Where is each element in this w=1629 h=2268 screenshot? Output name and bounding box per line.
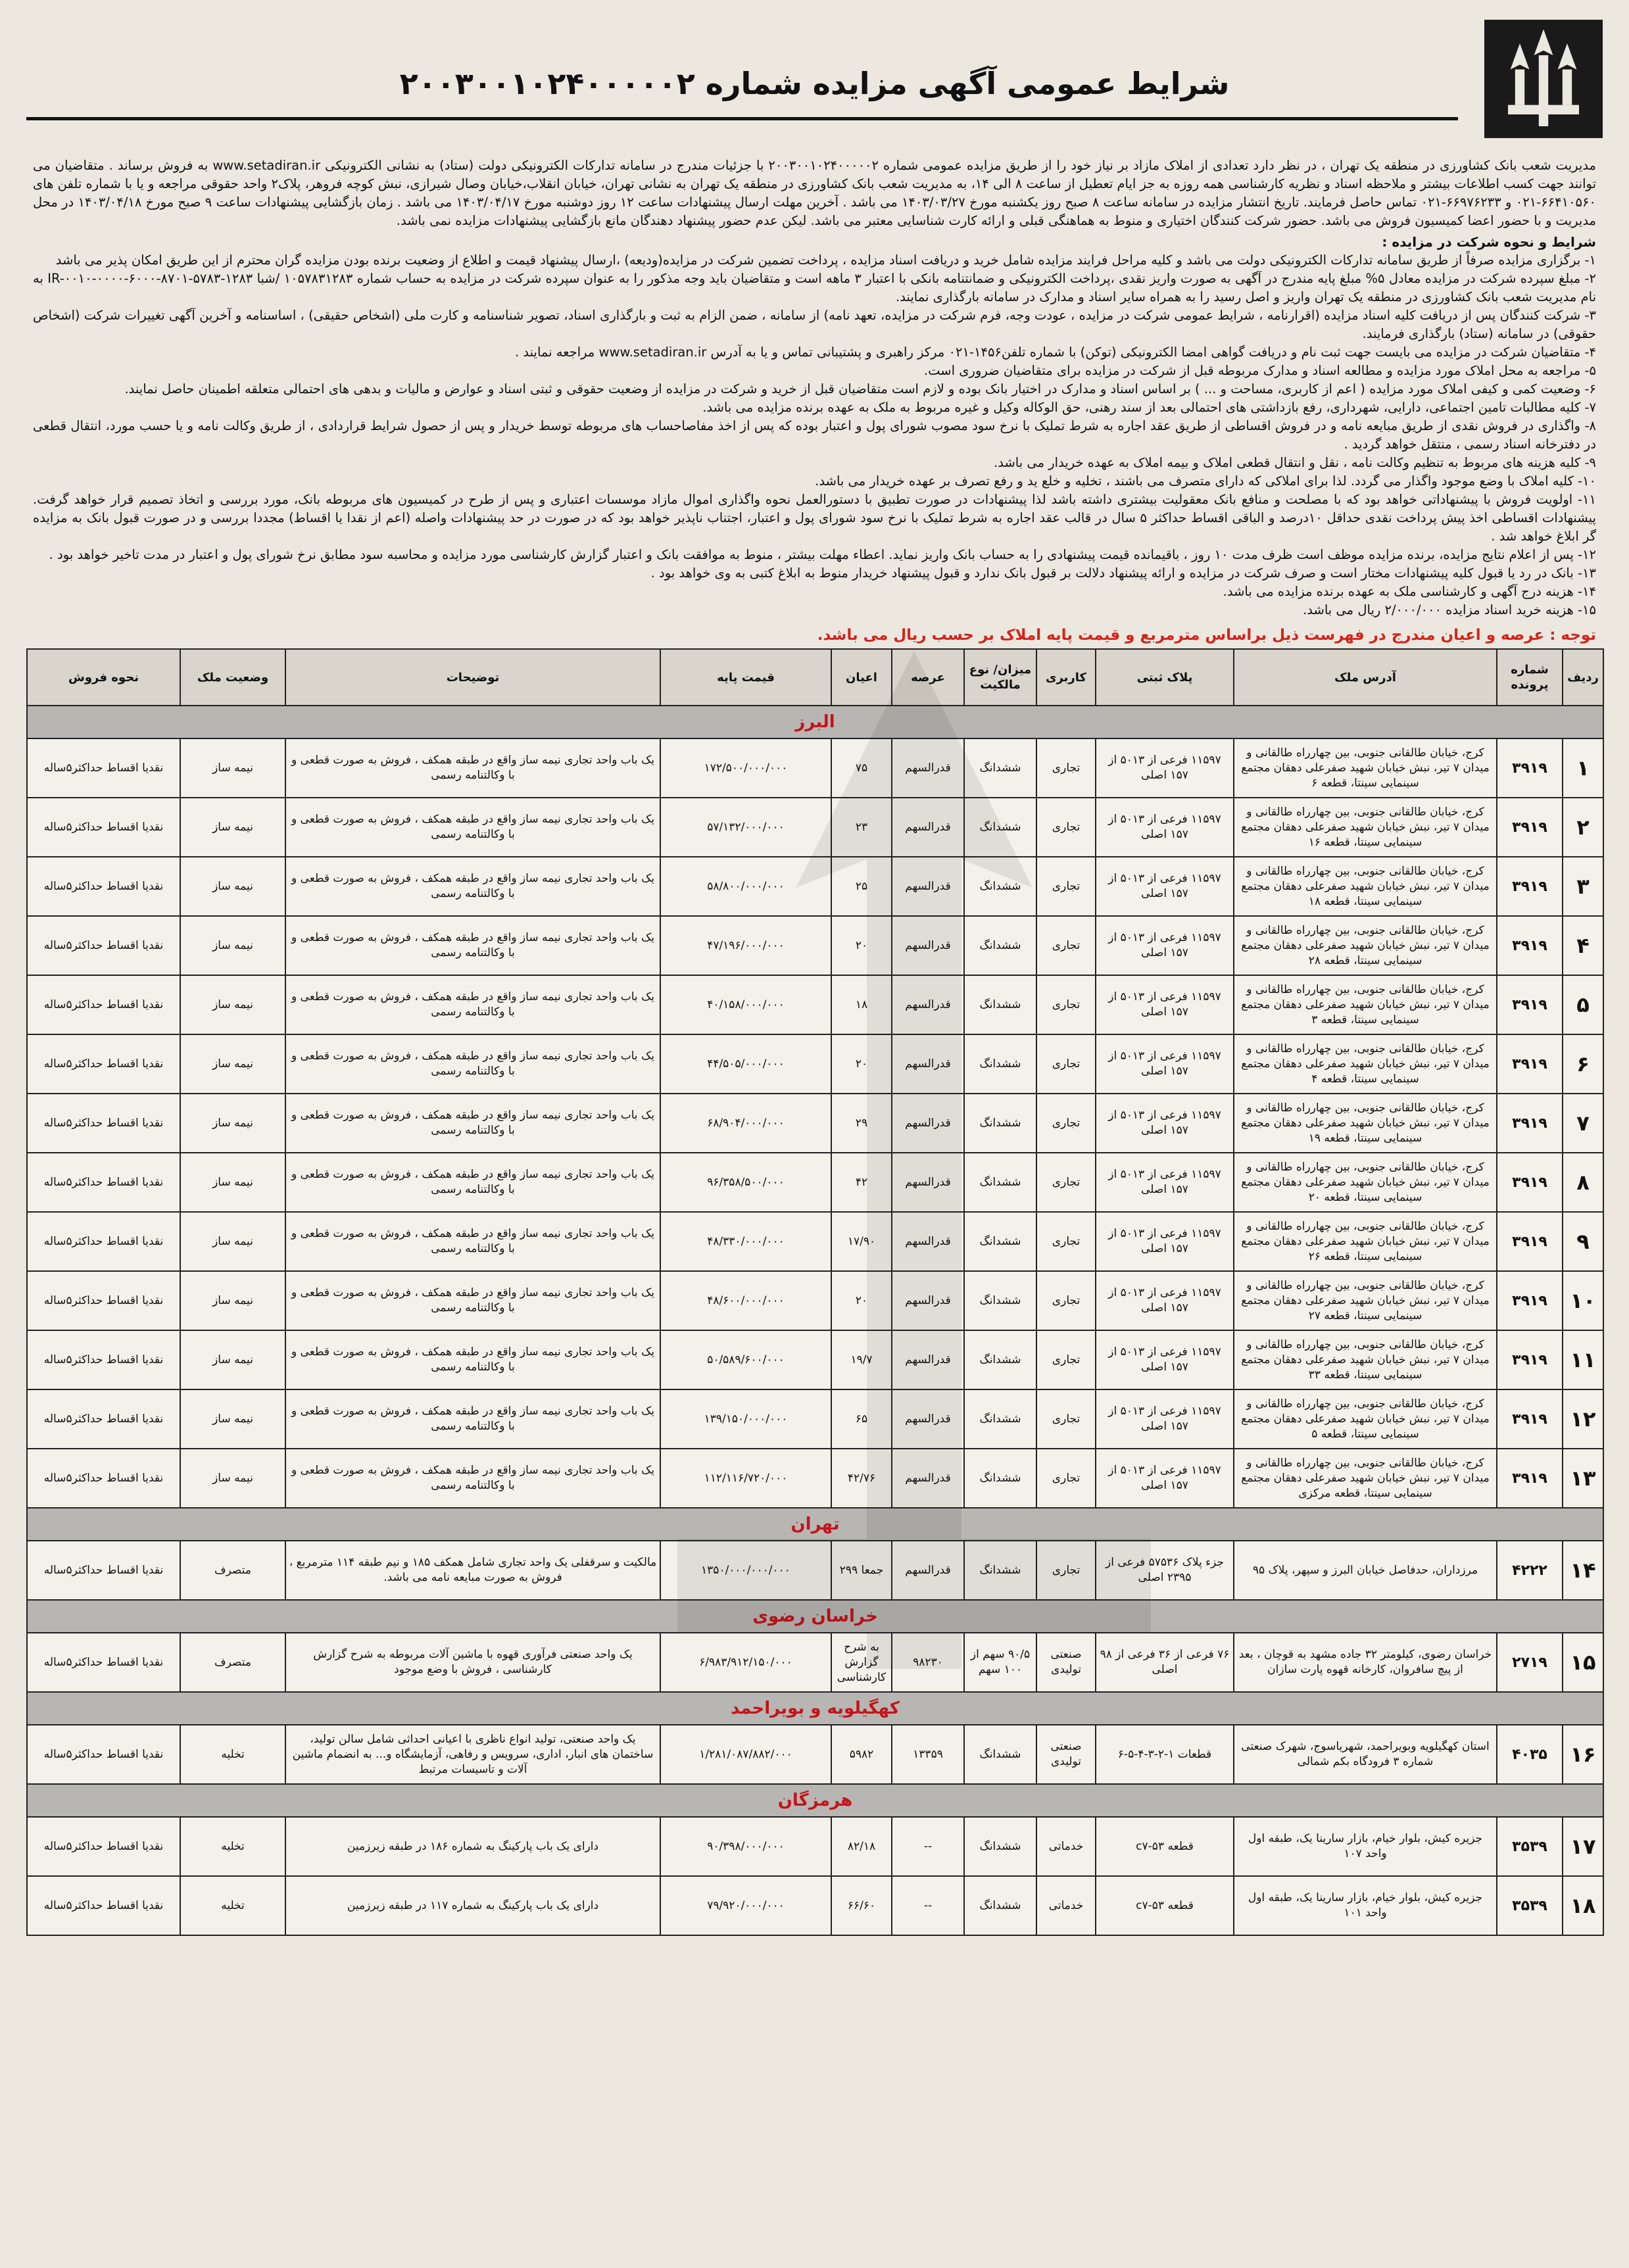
row-number: ۴ xyxy=(1563,916,1603,975)
row-number: ۵ xyxy=(1563,975,1603,1034)
property-status: نیمه ساز xyxy=(180,1389,285,1449)
property-usage: تجاری xyxy=(1036,738,1096,798)
building-area: ۲۰ xyxy=(831,1034,892,1094)
building-area: ۶۵ xyxy=(831,1389,892,1449)
base-price: ۱۷۲/۵۰۰/۰۰۰/۰۰۰ xyxy=(660,738,831,798)
building-area: ۲۳ xyxy=(831,798,892,857)
row-number: ۱۳ xyxy=(1563,1449,1603,1508)
property-usage: خدماتی xyxy=(1036,1876,1096,1935)
region-name: کهگیلویه و بویراحمد xyxy=(27,1692,1603,1725)
ownership-share: ششدانگ xyxy=(964,1876,1036,1935)
base-price: ۴۴/۵۰۵/۰۰۰/۰۰۰ xyxy=(660,1034,831,1094)
table-header-row xyxy=(27,649,1603,706)
region-row xyxy=(27,1600,1603,1633)
property-address: مرزداران، حدفاصل خیابان البرز و سپهر، پلاک ۹۵ xyxy=(1234,1541,1497,1600)
bank-keshavarzi-logo-icon xyxy=(1484,20,1603,138)
land-area: قدرالسهم xyxy=(892,1153,964,1212)
property-address: کرج، خیابان طالقانی جنوبی، بین چهارراه طالقانی و میدان ۷ تیر، نبش خیابان شهید صفرعلی دهقان مجتمع سینمایی سینتا، قطعه ۱۹ xyxy=(1234,1094,1497,1153)
file-number: ۳۹۱۹ xyxy=(1497,1094,1563,1153)
ownership-share: ۹۰/۵ سهم از ۱۰۰ سهم xyxy=(964,1633,1036,1692)
building-area: ۵۹۸۲ xyxy=(831,1725,892,1784)
registration-plaque: قطعات ۱-۲-۳-۴-۵-۶ xyxy=(1096,1725,1234,1784)
row-number: ۱۲ xyxy=(1563,1389,1603,1449)
row-number: ۶ xyxy=(1563,1034,1603,1094)
registration-plaque: ۱۱۵۹۷ فرعی از ۵۰۱۳ از ۱۵۷ اصلی xyxy=(1096,857,1234,916)
table-row xyxy=(27,738,1603,798)
building-area: ۱۹/۷ xyxy=(831,1330,892,1389)
registration-plaque: ۱۱۵۹۷ فرعی از ۵۰۱۳ از ۱۵۷ اصلی xyxy=(1096,798,1234,857)
condition-item: ۹- کلیه هزینه های مربوط به تنظیم وکالت نامه ، نقل و انتقال قطعی املاک و بیمه املاک به عهده خریدار می باشد. xyxy=(994,455,1596,470)
table-row xyxy=(27,1633,1603,1692)
land-area: قدرالسهم xyxy=(892,738,964,798)
base-price: ۶/۹۸۳/۹۱۲/۱۵۰/۰۰۰ xyxy=(660,1633,831,1692)
land-area: -- xyxy=(892,1817,964,1876)
col-file: شماره پرونده xyxy=(1497,649,1563,706)
registration-plaque: ۱۱۵۹۷ فرعی از ۵۰۱۳ از ۱۵۷ اصلی xyxy=(1096,1271,1234,1330)
table-row xyxy=(27,1876,1603,1935)
base-price: ۱۳۹/۱۵۰/۰۰۰/۰۰۰ xyxy=(660,1389,831,1449)
file-number: ۳۹۱۹ xyxy=(1497,1271,1563,1330)
file-number: ۳۹۱۹ xyxy=(1497,1389,1563,1449)
condition-item: ۳- شرکت کنندگان پس از دریافت کلیه اسناد مزایده (اقرارنامه ، شرایط عمومی شرکت در مزایده ، عودت وجه، فرم شرکت در مزایده، تعهد نامه) از سامانه ، ضمن الزام به ثبت و بارگذاری اسناد، تصویر شناسنامه و کارت ملی (اشخاص حقیقی) ، اساسنامه و آخرین آگهی تغییرات شرکت (اشخاص حقوقی) در سامانه (ستاد) بارگذاری فرمایند. xyxy=(33,308,1596,341)
property-description: یک باب واحد تجاری نیمه ساز واقع در طبقه همکف ، فروش به صورت قطعی و با وکالتنامه رسمی xyxy=(285,1271,660,1330)
table-row xyxy=(27,1153,1603,1212)
property-description: یک باب واحد تجاری نیمه ساز واقع در طبقه همکف ، فروش به صورت قطعی و با وکالتنامه رسمی xyxy=(285,1153,660,1212)
table-row xyxy=(27,1449,1603,1508)
ownership-share: ششدانگ xyxy=(964,1725,1036,1784)
table-row xyxy=(27,1389,1603,1449)
base-price: ۵۰/۵۸۹/۶۰۰/۰۰۰ xyxy=(660,1330,831,1389)
property-description: یک باب واحد تجاری نیمه ساز واقع در طبقه همکف ، فروش به صورت قطعی و با وکالتنامه رسمی xyxy=(285,975,660,1034)
land-area: قدرالسهم xyxy=(892,1330,964,1389)
row-number: ۱۶ xyxy=(1563,1725,1603,1784)
registration-plaque: قطعه ۵۳-c۷ xyxy=(1096,1876,1234,1935)
table-row xyxy=(27,1541,1603,1600)
ownership-share: ششدانگ xyxy=(964,1330,1036,1389)
ownership-share: ششدانگ xyxy=(964,1817,1036,1876)
row-number: ۲ xyxy=(1563,798,1603,857)
building-area: به شرح گزارش کارشناسی xyxy=(831,1633,892,1692)
condition-item: ۴- متقاضیان شرکت در مزایده می بایست جهت ثبت نام و دریافت گواهی امضا الکترونیکی (توکن) با شماره تلفن۱۴۵۶-۰۲۱ مرکز راهبری و پشتیبانی تماس و یا به آدرس www.setadiran.ir مراجعه نمایند . xyxy=(515,345,1596,360)
land-area: قدرالسهم xyxy=(892,1541,964,1600)
property-description: یک واحد صنعتی، تولید انواع ناظری با اعیانی احداثی شامل سالن تولید، ساختمان های انبار، اداری، سرویس و رفاهی، آزمایشگاه و... به انضمام ماشین آلات و تاسیسات مرتبط xyxy=(285,1725,660,1784)
notice-header xyxy=(26,20,1603,138)
col-building: اعیان xyxy=(831,649,892,706)
property-status: نیمه ساز xyxy=(180,738,285,798)
sale-method: نقدیا اقساط حداکثر۵ساله xyxy=(27,1541,180,1600)
condition-item: ۱- برگزاری مزایده صرفاً از طریق سامانه تدارکات الکترونیکی دولت می باشد و کلیه مراحل فرایند مزایده شامل خرید و دریافت اسناد مزایده ، پرداخت تضمین شرکت در مزایده(ودیعه) ،ارسال پیشنهاد قیمت و اطلاع از وضعیت برنده بودن مزایده گران محترم از این طریق امکان پذیر می باشد xyxy=(55,253,1596,268)
file-number: ۳۹۱۹ xyxy=(1497,798,1563,857)
property-description: یک باب واحد تجاری نیمه ساز واقع در طبقه همکف ، فروش به صورت قطعی و با وکالتنامه رسمی xyxy=(285,738,660,798)
col-address: آدرس ملک xyxy=(1234,649,1497,706)
property-description: دارای یک باب پارکینگ به شماره ۱۱۷ در طبقه زیرزمین xyxy=(285,1876,660,1935)
registration-plaque: ۱۱۵۹۷ فرعی از ۵۰۱۳ از ۱۵۷ اصلی xyxy=(1096,1034,1234,1094)
ownership-share: ششدانگ xyxy=(964,857,1036,916)
property-status: تخلیه xyxy=(180,1725,285,1784)
sale-method: نقدیا اقساط حداکثر۵ساله xyxy=(27,975,180,1034)
registration-plaque: ۷۶ فرعی از ۳۶ فرعی از ۹۸ اصلی xyxy=(1096,1633,1234,1692)
file-number: ۲۷۱۹ xyxy=(1497,1633,1563,1692)
ownership-share: ششدانگ xyxy=(964,1541,1036,1600)
ownership-share: ششدانگ xyxy=(964,1389,1036,1449)
property-status: متصرف xyxy=(180,1633,285,1692)
table-row xyxy=(27,798,1603,857)
ownership-share: ششدانگ xyxy=(964,1449,1036,1508)
table-row xyxy=(27,1817,1603,1876)
property-status: تخلیه xyxy=(180,1876,285,1935)
sale-method: نقدیا اقساط حداکثر۵ساله xyxy=(27,798,180,857)
table-row xyxy=(27,1271,1603,1330)
base-price: ۴۷/۱۹۶/۰۰۰/۰۰۰ xyxy=(660,916,831,975)
notice-title: شرایط عمومی آگهی مزایده شماره ۲۰۰۳۰۰۱۰۲۴۰۰۰۰۰۲ xyxy=(399,66,1230,101)
col-land: عرصه xyxy=(892,649,964,706)
property-description: یک باب واحد تجاری نیمه ساز واقع در طبقه همکف ، فروش به صورت قطعی و با وکالتنامه رسمی xyxy=(285,798,660,857)
registration-plaque: ۱۱۵۹۷ فرعی از ۵۰۱۳ از ۱۵۷ اصلی xyxy=(1096,738,1234,798)
col-ownership: میزان/ نوع مالکیت xyxy=(964,649,1036,706)
property-address: کرج، خیابان طالقانی جنوبی، بین چهارراه طالقانی و میدان ۷ تیر، نبش خیابان شهید صفرعلی دهقان مجتمع سینمایی سینتا، قطعه ۱۶ xyxy=(1234,798,1497,857)
property-address: کرج، خیابان طالقانی جنوبی، بین چهارراه طالقانی و میدان ۷ تیر، نبش خیابان شهید صفرعلی دهقان مجتمع سینمایی سینتا، قطعه ۲۸ xyxy=(1234,916,1497,975)
property-address: کرج، خیابان طالقانی جنوبی، بین چهارراه طالقانی و میدان ۷ تیر، نبش خیابان شهید صفرعلی دهقان مجتمع سینمایی سینتا، قطعه ۲۰ xyxy=(1234,1153,1497,1212)
property-status: نیمه ساز xyxy=(180,975,285,1034)
row-number: ۸ xyxy=(1563,1153,1603,1212)
building-area: ۱۸ xyxy=(831,975,892,1034)
col-row: ردیف xyxy=(1563,649,1603,706)
col-description: توضیحات xyxy=(285,649,660,706)
registration-plaque: قطعه ۵۳-c۷ xyxy=(1096,1817,1234,1876)
row-number: ۱۵ xyxy=(1563,1633,1603,1692)
property-usage: تجاری xyxy=(1036,857,1096,916)
property-status: نیمه ساز xyxy=(180,1449,285,1508)
sale-method: نقدیا اقساط حداکثر۵ساله xyxy=(27,1389,180,1449)
region-name: خراسان رضوی xyxy=(27,1600,1603,1633)
ownership-share: ششدانگ xyxy=(964,1034,1036,1094)
building-area: ۲۵ xyxy=(831,857,892,916)
property-description: یک باب واحد تجاری نیمه ساز واقع در طبقه همکف ، فروش به صورت قطعی و با وکالتنامه رسمی xyxy=(285,1034,660,1094)
file-number: ۳۹۱۹ xyxy=(1497,1212,1563,1271)
property-usage: صنعتی تولیدی xyxy=(1036,1725,1096,1784)
row-number: ۹ xyxy=(1563,1212,1603,1271)
ownership-share: ششدانگ xyxy=(964,1153,1036,1212)
col-usage: کاربری xyxy=(1036,649,1096,706)
land-area: قدرالسهم xyxy=(892,975,964,1034)
condition-item: ۱۰- کلیه املاک با وضع موجود واگذار می گردد. لذا برای املاکی که دارای متصرف می باشند ، تخلیه و خلع ید و رفع تصرف بر عهده خریدار می باشد. xyxy=(815,473,1596,489)
property-address: کرج، خیابان طالقانی جنوبی، بین چهارراه طالقانی و میدان ۷ تیر، نبش خیابان شهید صفرعلی دهقان مجتمع سینمایی سینتا، قطعه ۲۶ xyxy=(1234,1212,1497,1271)
property-status: نیمه ساز xyxy=(180,1271,285,1330)
region-name: تهران xyxy=(27,1508,1603,1541)
base-price: ۴۸/۶۰۰/۰۰۰/۰۰۰ xyxy=(660,1271,831,1330)
region-name: البرز xyxy=(27,706,1603,738)
base-price: ۴۸/۳۳۰/۰۰۰/۰۰۰ xyxy=(660,1212,831,1271)
land-area: ۹۸۲۳۰ xyxy=(892,1633,964,1692)
sale-method: نقدیا اقساط حداکثر۵ساله xyxy=(27,857,180,916)
building-area: ۱۷/۹۰ xyxy=(831,1212,892,1271)
file-number: ۴۲۲۲ xyxy=(1497,1541,1563,1600)
file-number: ۳۵۳۹ xyxy=(1497,1876,1563,1935)
base-price: ۶۸/۹۰۴/۰۰۰/۰۰۰ xyxy=(660,1094,831,1153)
property-status: تخلیه xyxy=(180,1817,285,1876)
property-address: خراسان رضوی، کیلومتر ۳۲ جاده مشهد به قوچان ، بعد از پیچ سافروان، کارخانه قهوه پارت سازان xyxy=(1234,1633,1497,1692)
property-description: مالکیت و سرقفلی یک واحد تجاری شامل همکف ۱۸۵ و نیم طبقه ۱۱۴ مترمربع ، فروش به صورت مبایعه نامه می باشد. xyxy=(285,1541,660,1600)
property-usage: تجاری xyxy=(1036,1271,1096,1330)
sale-method: نقدیا اقساط حداکثر۵ساله xyxy=(27,1271,180,1330)
condition-item: ۶- وضعیت کمی و کیفی املاک مورد مزایده ( اعم از کاربری، مساحت و ... ) بر اساس اسناد و مدارک در اختیار بانک بوده و لازم است متقاضیان قبل از خرید و شرکت در مزایده از وضعیت حقوقی و ثبتی اسناد و عوارض و مالیات و بدهی های احتمالی متعلقه اطمینان حاصل نمایند. xyxy=(124,381,1596,397)
col-plaque: پلاک ثبتی xyxy=(1096,649,1234,706)
table-row xyxy=(27,1725,1603,1784)
condition-item: ۱۴- هزینه درج آگهی و کارشناسی ملک به عهده برنده مزایده می باشد. xyxy=(1223,584,1596,599)
file-number: ۳۹۱۹ xyxy=(1497,738,1563,798)
property-usage: تجاری xyxy=(1036,916,1096,975)
sale-method: نقدیا اقساط حداکثر۵ساله xyxy=(27,1034,180,1094)
file-number: ۳۹۱۹ xyxy=(1497,1034,1563,1094)
building-area: ۲۰ xyxy=(831,916,892,975)
property-address: کرج، خیابان طالقانی جنوبی، بین چهارراه طالقانی و میدان ۷ تیر، نبش خیابان شهید صفرعلی دهقان مجتمع سینمایی سینتا، قطعه ۳۳ xyxy=(1234,1330,1497,1389)
sale-method: نقدیا اقساط حداکثر۵ساله xyxy=(27,1876,180,1935)
property-usage: تجاری xyxy=(1036,798,1096,857)
property-status: نیمه ساز xyxy=(180,1094,285,1153)
registration-plaque: ۱۱۵۹۷ فرعی از ۵۰۱۳ از ۱۵۷ اصلی xyxy=(1096,1389,1234,1449)
table-row xyxy=(27,916,1603,975)
base-price: ۷۹/۹۲۰/۰۰۰/۰۰۰ xyxy=(660,1876,831,1935)
conditions-heading: شرایط و نحوه شرکت در مزایده : xyxy=(1382,234,1596,250)
condition-item: ۱۲- پس از اعلام نتایج مزایده، برنده مزایده موظف است ظرف مدت ۱۰ روز ، باقیمانده قیمت پیشنهادی را به حساب بانک واریز نماید. اعطاء مهلت بیشتر ، منوط به موافقت بانک و اعتبار گزارش کارشناسی مورد مزایده و محاسبه سود مطابق نرخ شورای پول و اعتبار در مدت تاخیر خواهد بود . xyxy=(49,547,1596,562)
property-status: نیمه ساز xyxy=(180,798,285,857)
sale-method: نقدیا اقساط حداکثر۵ساله xyxy=(27,1633,180,1692)
sale-method: نقدیا اقساط حداکثر۵ساله xyxy=(27,1817,180,1876)
registration-plaque: ۱۱۵۹۷ فرعی از ۵۰۱۳ از ۱۵۷ اصلی xyxy=(1096,1094,1234,1153)
file-number: ۳۹۱۹ xyxy=(1497,857,1563,916)
property-usage: تجاری xyxy=(1036,1034,1096,1094)
file-number: ۳۹۱۹ xyxy=(1497,916,1563,975)
sale-method: نقدیا اقساط حداکثر۵ساله xyxy=(27,1094,180,1153)
property-description: یک باب واحد تجاری نیمه ساز واقع در طبقه همکف ، فروش به صورت قطعی و با وکالتنامه رسمی xyxy=(285,1212,660,1271)
property-description: یک باب واحد تجاری نیمه ساز واقع در طبقه همکف ، فروش به صورت قطعی و با وکالتنامه رسمی xyxy=(285,1449,660,1508)
building-area: ۴۲/۷۶ xyxy=(831,1449,892,1508)
table-row xyxy=(27,975,1603,1034)
ownership-share: ششدانگ xyxy=(964,975,1036,1034)
property-address: کرج، خیابان طالقانی جنوبی، بین چهارراه طالقانی و میدان ۷ تیر، نبش خیابان شهید صفرعلی دهقان مجتمع سینمایی سینتا، قطعه ۵ xyxy=(1234,1389,1497,1449)
intro-paragraph: مدیریت شعب بانک کشاورزی در منطقه یک تهران ، در نظر دارد تعدادی از املاک مازاد بر نیاز خود را از طریق مزایده عمومی شماره ۲۰۰۳۰۰۱۰۲۴۰۰۰۰۰۲ با جزئیات مندرج در سامانه تدارکات الکترونیکی دولت (ستاد) به نشانی الکترونیکی www.setadiran.ir به فروش برساند . متقاضیان می توانند جهت کسب اطلاعات بیشتر و ملاحظه اسناد و نظریه کارشناسی همه روزه به جز ایام تعطیل از ساعت ۸ الی ۱۴، به مدیریت شعب بانک کشاورزی در منطقه یک تهران به نشانی تهران، خیابان انقلاب،خیابان وصال شیرازی، نبش کوچه فروهر، پلاک۲ واحد حقوقی مراجعه و یا با شماره تلفن های ۶۶۴۱۰۵۶۰-۰۲۱ و ۶۶۹۷۶۲۳۳-۰۲۱ تماس حاصل فرمایند. تاریخ انتشار مزایده در سامانه ساعت ۸ صبح روز یکشنبه مورخ ۱۴۰۳/۰۳/۲۷ می باشد . آخرین مهلت ارسال پیشنهادات ساعت ۱۲ روز دوشنبه مورخ ۱۴۰۳/۰۴/۱۷ می باشد . زمان بازگشایی پیشنهادات ساعت ۹ صبح مورخ ۱۴۰۳/۰۴/۱۸ در محل مدیریت و با حضور اعضا کمیسیون فروش می باشد. حضور شرکت کنندگان اختیاری و منوط به هماهنگی قبلی و ارائه کارت شناسایی معتبر می باشد. لیکن عدم حضور پیشنهاد دهندگان مانع بازگشایی پیشنهادات مزایده نمی باشد. xyxy=(33,158,1596,228)
ownership-share: ششدانگ xyxy=(964,1271,1036,1330)
registration-plaque: ۱۱۵۹۷ فرعی از ۵۰۱۳ از ۱۵۷ اصلی xyxy=(1096,1449,1234,1508)
ownership-share: ششدانگ xyxy=(964,916,1036,975)
sale-method: نقدیا اقساط حداکثر۵ساله xyxy=(27,1449,180,1508)
region-row xyxy=(27,706,1603,738)
col-sale: نحوه فروش xyxy=(27,649,180,706)
ownership-share: ششدانگ xyxy=(964,738,1036,798)
building-area: ۴۲ xyxy=(831,1153,892,1212)
property-usage: تجاری xyxy=(1036,1330,1096,1389)
property-usage: تجاری xyxy=(1036,1153,1096,1212)
property-usage: صنعتی تولیدی xyxy=(1036,1633,1096,1692)
building-area: جمعا ۲۹۹ xyxy=(831,1541,892,1600)
property-status: نیمه ساز xyxy=(180,857,285,916)
row-number: ۷ xyxy=(1563,1094,1603,1153)
row-number: ۳ xyxy=(1563,857,1603,916)
property-description: دارای یک باب پارکینگ به شماره ۱۸۶ در طبقه زیرزمین xyxy=(285,1817,660,1876)
file-number: ۳۹۱۹ xyxy=(1497,975,1563,1034)
file-number: ۴۰۳۵ xyxy=(1497,1725,1563,1784)
property-description: یک واحد صنعتی فرآوری قهوه با ماشین آلات مربوطه به شرح گزارش کارشناسی ، فروش با وضع موجود xyxy=(285,1633,660,1692)
property-usage: تجاری xyxy=(1036,1541,1096,1600)
condition-item: ۷- کلیه مطالبات تامین اجتماعی، دارایی، شهرداری، رفع بازداشتی های احتمالی بعد از سند رهنی، حق الوکاله وکیل و غیره مربوط به ملک به عهده برنده مزایده می باشد. xyxy=(702,400,1596,415)
registration-plaque: ۱۱۵۹۷ فرعی از ۵۰۱۳ از ۱۵۷ اصلی xyxy=(1096,1153,1234,1212)
land-area: قدرالسهم xyxy=(892,1034,964,1094)
sale-method: نقدیا اقساط حداکثر۵ساله xyxy=(27,1212,180,1271)
property-description: یک باب واحد تجاری نیمه ساز واقع در طبقه همکف ، فروش به صورت قطعی و با وکالتنامه رسمی xyxy=(285,1330,660,1389)
land-area: قدرالسهم xyxy=(892,1094,964,1153)
row-number: ۱ xyxy=(1563,738,1603,798)
land-area: قدرالسهم xyxy=(892,1212,964,1271)
base-price: ۱۱۲/۱۱۶/۷۲۰/۰۰۰ xyxy=(660,1449,831,1508)
property-address: کرج، خیابان طالقانی جنوبی، بین چهارراه طالقانی و میدان ۷ تیر، نبش خیابان شهید صفرعلی دهقان مجتمع سینمایی سینتا، قطعه ۱۸ xyxy=(1234,857,1497,916)
table-note: توجه : عرصه و اعیان مندرج در فهرست ذیل براساس مترمربع و قیمت پایه املاک بر حسب ریال می باشد. xyxy=(817,627,1596,644)
sale-method: نقدیا اقساط حداکثر۵ساله xyxy=(27,1330,180,1389)
property-status: نیمه ساز xyxy=(180,1212,285,1271)
land-area: ۱۳۳۵۹ xyxy=(892,1725,964,1784)
registration-plaque: ۱۱۵۹۷ فرعی از ۵۰۱۳ از ۱۵۷ اصلی xyxy=(1096,975,1234,1034)
base-price: ۱/۲۸۱/۰۸۷/۸۸۲/۰۰۰ xyxy=(660,1725,831,1784)
property-address: کرج، خیابان طالقانی جنوبی، بین چهارراه طالقانی و میدان ۷ تیر، نبش خیابان شهید صفرعلی دهقان مجتمع سینمایی سینتا، قطعه ۴ xyxy=(1234,1034,1497,1094)
row-number: ۱۸ xyxy=(1563,1876,1603,1935)
land-area: قدرالسهم xyxy=(892,916,964,975)
ownership-share: ششدانگ xyxy=(964,798,1036,857)
land-area: -- xyxy=(892,1876,964,1935)
building-area: ۲۹ xyxy=(831,1094,892,1153)
land-area: قدرالسهم xyxy=(892,1449,964,1508)
sale-method: نقدیا اقساط حداکثر۵ساله xyxy=(27,916,180,975)
condition-item: ۱۵- هزینه خرید اسناد مزایده ۲/۰۰۰/۰۰۰ ریال می باشد. xyxy=(1303,602,1596,617)
ownership-share: ششدانگ xyxy=(964,1212,1036,1271)
building-area: ۶۶/۶۰ xyxy=(831,1876,892,1935)
base-price: ۹۶/۳۵۸/۵۰۰/۰۰۰ xyxy=(660,1153,831,1212)
property-address: کرج، خیابان طالقانی جنوبی، بین چهارراه طالقانی و میدان ۷ تیر، نبش خیابان شهید صفرعلی دهقان مجتمع سینمایی سینتا، قطعه ۳ xyxy=(1234,975,1497,1034)
land-area: قدرالسهم xyxy=(892,798,964,857)
property-address: جزیره کیش، بلوار خیام، بازار سارینا یک، طبقه اول واحد ۱۰۱ xyxy=(1234,1876,1497,1935)
registration-plaque: ۱۱۵۹۷ فرعی از ۵۰۱۳ از ۱۵۷ اصلی xyxy=(1096,916,1234,975)
table-body xyxy=(27,706,1603,1935)
col-status: وضعیت ملک xyxy=(180,649,285,706)
land-area: قدرالسهم xyxy=(892,857,964,916)
region-name: هرمزگان xyxy=(27,1784,1603,1817)
base-price: ۵۸/۸۰۰/۰۰۰/۰۰۰ xyxy=(660,857,831,916)
conditions-list xyxy=(26,251,1603,619)
condition-item: ۱۳- بانک در رد یا قبول کلیه پیشنهادات مختار است و صرف شرکت در مزایده و ارائه پیشنهاد دلالت بر قبول بانک ندارد و قبول پیشنهاد خریدار منوط به ابلاغ کتبی به وی خواهد بود . xyxy=(650,566,1596,581)
condition-item: ۸- واگذاری در فروش نقدی از طریق مبایعه نامه و در فروش اقساطی از طریق عقد اجاره به شرط تملیک با نرخ سود مصوب شورای پول و اعتبار بوده که پس از اخذ مفاصاحساب های مربوطه توسط خریدار و پس از حصول شرایط قراردادی ، از طریق وکالت نامه و یا حسب مورد، انتقال قطعی در دفترخانه اسناد رسمی ، منتقل خواهد گردید . xyxy=(33,418,1596,452)
property-status: نیمه ساز xyxy=(180,1153,285,1212)
base-price: ۱۳۵۰/۰۰۰/۰۰۰/۰۰۰ xyxy=(660,1541,831,1600)
property-status: نیمه ساز xyxy=(180,1330,285,1389)
property-status: نیمه ساز xyxy=(180,916,285,975)
file-number: ۳۹۱۹ xyxy=(1497,1153,1563,1212)
property-usage: تجاری xyxy=(1036,975,1096,1034)
row-number: ۱۱ xyxy=(1563,1330,1603,1389)
property-usage: تجاری xyxy=(1036,1449,1096,1508)
property-usage: تجاری xyxy=(1036,1389,1096,1449)
row-number: ۱۴ xyxy=(1563,1541,1603,1600)
property-status: نیمه ساز xyxy=(180,1034,285,1094)
sale-method: نقدیا اقساط حداکثر۵ساله xyxy=(27,1153,180,1212)
property-description: یک باب واحد تجاری نیمه ساز واقع در طبقه همکف ، فروش به صورت قطعی و با وکالتنامه رسمی xyxy=(285,857,660,916)
table-row xyxy=(27,857,1603,916)
table-row xyxy=(27,1212,1603,1271)
file-number: ۳۵۳۹ xyxy=(1497,1817,1563,1876)
condition-item: ۵- مراجعه به محل املاک مورد مزایده و مطالعه اسناد و مدارک مربوطه قبل از شرکت در مزایده برای متقاضیان ضروری است. xyxy=(923,363,1596,378)
property-table xyxy=(26,648,1604,1936)
property-address: جزیره کیش، بلوار خیام، بازار سارینا یک، طبقه اول واحد ۱۰۷ xyxy=(1234,1817,1497,1876)
property-address: کرج، خیابان طالقانی جنوبی، بین چهارراه طالقانی و میدان ۷ تیر، نبش خیابان شهید صفرعلی دهقان مجتمع سینمایی سینتا، قطعه ۶ xyxy=(1234,738,1497,798)
file-number: ۳۹۱۹ xyxy=(1497,1330,1563,1389)
file-number: ۳۹۱۹ xyxy=(1497,1449,1563,1508)
land-area: قدرالسهم xyxy=(892,1389,964,1449)
row-number: ۱۰ xyxy=(1563,1271,1603,1330)
building-area: ۸۲/۱۸ xyxy=(831,1817,892,1876)
property-description: یک باب واحد تجاری نیمه ساز واقع در طبقه همکف ، فروش به صورت قطعی و با وکالتنامه رسمی xyxy=(285,1389,660,1449)
base-price: ۵۷/۱۳۲/۰۰۰/۰۰۰ xyxy=(660,798,831,857)
property-description: یک باب واحد تجاری نیمه ساز واقع در طبقه همکف ، فروش به صورت قطعی و با وکالتنامه رسمی xyxy=(285,1094,660,1153)
building-area: ۲۰ xyxy=(831,1271,892,1330)
base-price: ۹۰/۳۹۸/۰۰۰/۰۰۰ xyxy=(660,1817,831,1876)
condition-item: ۱۱- اولویت فروش با پیشنهاداتی خواهد بود که با مصلحت و منافع بانک معقولیت بیشتری داشته باشد لذا پیشنهادات در صورت تطبیق با دستورالعمل نحوه واگذاری اموال مازاد موسسات اعتباری و پس از طرح در کمیسیون های مربوطه بانک، مورد بررسی و اتخاذ تصمیم قرار خواهد گرفت. پیشنهادات اقساطی اخذ پیش پرداخت نقدی حداقل ۱۰درصد و الباقی اقساط حداکثر ۵ سال در قالب عقد اجاره به شرط تملیک با نرخ سود شورای پول و اعتبار، اجتناب ناپذیر خواهد بود که در صورت در حد پیشنهادات واصله (اعم از نقدا یا اقساط) مجددا بررسی و در صورت قبول بانک به مزایده گر ابلاغ خواهد شد . xyxy=(33,492,1596,544)
auction-notice xyxy=(26,20,1603,2252)
base-price: ۴۰/۱۵۸/۰۰۰/۰۰۰ xyxy=(660,975,831,1034)
property-address: کرج، خیابان طالقانی جنوبی، بین چهارراه طالقانی و میدان ۷ تیر، نبش خیابان شهید صفرعلی دهقان مجتمع سینمایی سینتا، قطعه مرکزی xyxy=(1234,1449,1497,1508)
region-row xyxy=(27,1784,1603,1817)
table-row xyxy=(27,1034,1603,1094)
property-usage: خدماتی xyxy=(1036,1817,1096,1876)
table-row xyxy=(27,1094,1603,1153)
registration-plaque: جزء پلاک ۵۷۵۳۶ فرعی از ۲۳۹۵ اصلی xyxy=(1096,1541,1234,1600)
property-address: استان کهگیلویه وبویراحمد، شهریاسوج، شهرک صنعتی شماره ۳ فرودگاه بکم شمالی xyxy=(1234,1725,1497,1784)
region-row xyxy=(27,1508,1603,1541)
table-row xyxy=(27,1330,1603,1389)
property-usage: تجاری xyxy=(1036,1094,1096,1153)
sale-method: نقدیا اقساط حداکثر۵ساله xyxy=(27,738,180,798)
property-usage: تجاری xyxy=(1036,1212,1096,1271)
row-number: ۱۷ xyxy=(1563,1817,1603,1876)
property-address: کرج، خیابان طالقانی جنوبی، بین چهارراه طالقانی و میدان ۷ تیر، نبش خیابان شهید صفرعلی دهقان مجتمع سینمایی سینتا، قطعه ۲۷ xyxy=(1234,1271,1497,1330)
registration-plaque: ۱۱۵۹۷ فرعی از ۵۰۱۳ از ۱۵۷ اصلی xyxy=(1096,1212,1234,1271)
property-status: متصرف xyxy=(180,1541,285,1600)
building-area: ۷۵ xyxy=(831,738,892,798)
title-underline xyxy=(26,117,1458,120)
registration-plaque: ۱۱۵۹۷ فرعی از ۵۰۱۳ از ۱۵۷ اصلی xyxy=(1096,1330,1234,1389)
condition-item: ۲- مبلغ سپرده شرکت در مزایده معادل ۵% مبلغ پایه مندرج در آگهی به صورت واریز نقدی ،پرداخت الکترونیکی و ضمانتنامه بانکی با اعتبار ۳ ماهه است و متقاضیان باید وجه مذکور را به عنوان سپرده شرکت در مزایده به حساب شماره ۱۰۵۷۸۳۱۲۸۳ /شبا IR-۰۰۱۰-۰۰۰۰-۶۰۰۰-۸۷۰۱-۵۷۸۳-۱۲۸۳ به نام مدیریت شعب بانک کشاورزی در منطقه یک تهران واریز و اصل رسید را به همراه سایر اسناد و مدارک در سامانه بارگذاری نمایند. xyxy=(33,271,1596,304)
region-row xyxy=(27,1692,1603,1725)
land-area: قدرالسهم xyxy=(892,1271,964,1330)
sale-method: نقدیا اقساط حداکثر۵ساله xyxy=(27,1725,180,1784)
col-price: قیمت پایه xyxy=(660,649,831,706)
ownership-share: ششدانگ xyxy=(964,1094,1036,1153)
property-description: یک باب واحد تجاری نیمه ساز واقع در طبقه همکف ، فروش به صورت قطعی و با وکالتنامه رسمی xyxy=(285,916,660,975)
